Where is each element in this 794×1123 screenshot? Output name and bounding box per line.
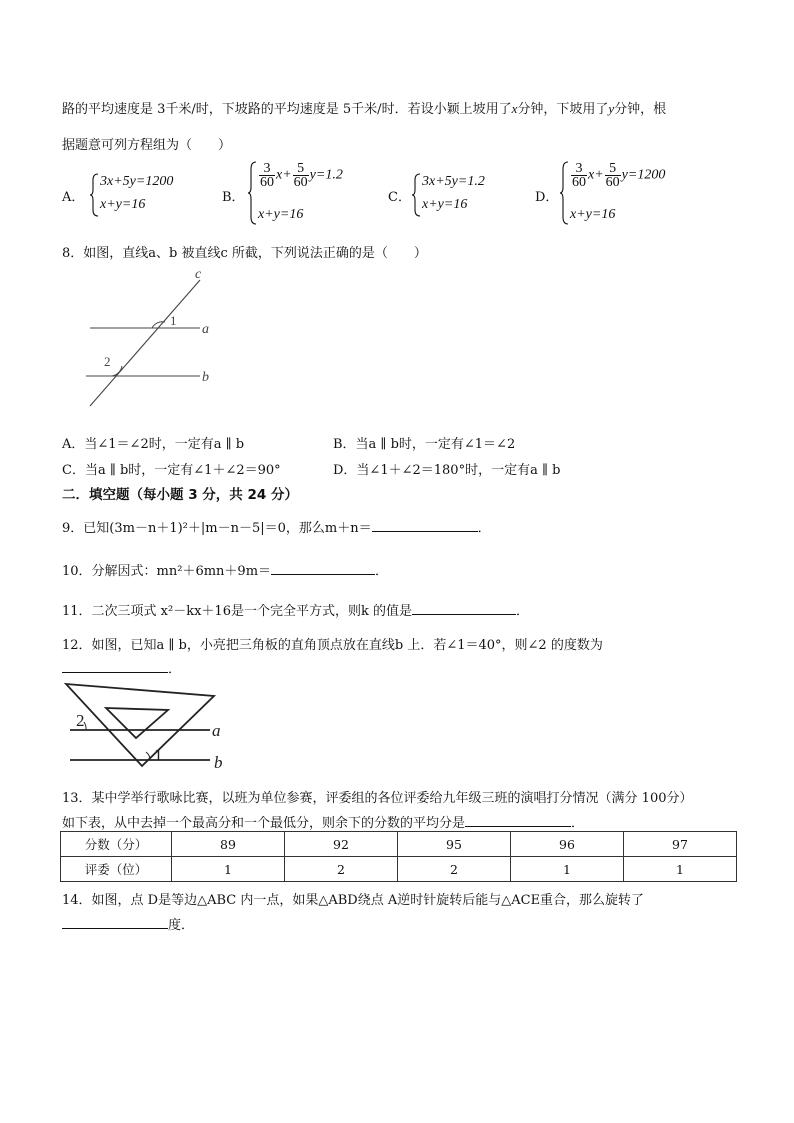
q11: 11．二次三项式 x²－kx＋16是一个完全平方式，则k 的值是 ． <box>62 600 529 619</box>
q7-line2: 据题意可列方程组为（ ） <box>62 138 232 153</box>
equation: $\frac{3}{60}$ x+ $\frac{5}{60}$ y=1.2 <box>260 161 343 190</box>
table-cell: 2 <box>398 857 511 882</box>
q8-option-d: D．当∠1＋∠2＝180°时，一定有a ∥ b <box>333 463 561 478</box>
q7-option-a-label: A． <box>62 190 85 205</box>
q14-line1: 14．如图，点 D是等边△ABC 内一点，如果△ABD绕点 A逆时针旋转后能与△ACE重合，那么旋转了 <box>62 893 645 908</box>
score-table <box>60 831 737 882</box>
answer-blank[interactable] <box>62 658 168 673</box>
table-row <box>61 832 737 857</box>
q8-option-a: A．当∠1＝∠2时，一定有a ∥ b <box>62 437 245 452</box>
table-cell: 89 <box>172 832 285 857</box>
equation: $\frac{3}{60}$ x+ $\frac{5}{60}$ y=1200 <box>572 161 666 190</box>
q12-figure <box>62 680 232 772</box>
q7-option-c-system <box>412 172 532 218</box>
table-cell: 92 <box>285 832 398 857</box>
equation: 3x+5y=1.2 <box>422 174 485 189</box>
q8-option-c: C．当a ∥ b时，一定有∠1＋∠2＝90° <box>62 463 281 478</box>
line-a-label: a <box>212 721 221 740</box>
brace-icon <box>560 160 570 226</box>
table-cell: 96 <box>511 832 624 857</box>
fraction: $\frac{5}{60}$ <box>605 161 620 190</box>
fraction: $\frac{3}{60}$ <box>572 161 586 190</box>
answer-blank[interactable] <box>412 600 516 615</box>
q12-stem: 12．如图，已知a ∥ b，小亮把三角板的直角顶点放在直线b 上．若∠1＝40°，则∠2 的度数为 <box>62 638 603 653</box>
q8-option-b: B．当a ∥ b时，一定有∠1＝∠2 <box>333 437 516 452</box>
equation: x+y=16 <box>422 197 468 212</box>
angle-2-label: 2 <box>104 354 111 369</box>
q7-option-c-label: C． <box>388 190 411 205</box>
section-title: 二．填空题（每小题 3 分，共 24 分） <box>62 487 298 503</box>
line-a-label: a <box>202 322 209 337</box>
q8-stem: 8．如图，直线a、b 被直线c 所截，下列说法正确的是（ ） <box>62 246 427 261</box>
q12-answer: ． <box>62 658 181 677</box>
table-cell: 97 <box>624 832 737 857</box>
q7-line1: 路的平均速度是 3千米/时，下坡路的平均速度是 5千米/时．若设小颖上坡用了x分钟，下坡用了y分钟，根 <box>62 101 667 117</box>
q7-option-b-label: B． <box>222 190 245 205</box>
q7-option-a-system <box>90 172 210 218</box>
table-cell: 1 <box>172 857 285 882</box>
q7-option-d-system <box>560 160 700 230</box>
equation: x+y=16 <box>570 207 616 222</box>
line-b-label: b <box>214 753 223 772</box>
table-cell: 95 <box>398 832 511 857</box>
angle-1-label: 1 <box>170 313 177 328</box>
q9: 9．已知(3m－n＋1)²＋|m－n－5|＝0，那么m＋n＝ ． <box>62 517 491 536</box>
brace-icon <box>412 172 422 218</box>
table-cell: 1 <box>624 857 737 882</box>
table-cell: 分数（分） <box>61 832 172 857</box>
equation: x+y=16 <box>100 197 146 212</box>
line-b-label: b <box>202 370 209 385</box>
q7-option-b-system <box>248 160 378 230</box>
q14-line2: 度． <box>62 914 194 933</box>
answer-blank[interactable] <box>372 517 478 532</box>
table-cell: 1 <box>511 857 624 882</box>
brace-icon <box>248 160 258 226</box>
q13-line2: 如下表，从中去掉一个最高分和一个最低分，则余下的分数的平均分是 ． <box>62 812 584 831</box>
angle-2-label: 2 <box>76 711 85 730</box>
table-cell: 评委（位） <box>61 857 172 882</box>
q10: 10．分解因式：mn²＋6mn＋9m＝ ． <box>62 560 388 579</box>
table-row <box>61 857 737 882</box>
equation: x+y=16 <box>258 207 304 222</box>
fraction: $\frac{5}{60}$ <box>293 161 308 190</box>
answer-blank[interactable] <box>271 560 375 575</box>
angle-1-label: 1 <box>154 745 163 764</box>
fraction: $\frac{3}{60}$ <box>260 161 274 190</box>
equation: 3x+5y=1200 <box>100 174 174 189</box>
answer-blank[interactable] <box>465 812 571 827</box>
q13-line1: 13．某中学举行歌咏比赛，以班为单位参赛，评委组的各位评委给九年级三班的演唱打分情况（满分 100分） <box>62 791 693 806</box>
q7-option-d-label: D． <box>535 190 559 205</box>
brace-icon <box>90 172 100 218</box>
q8-figure <box>80 262 230 412</box>
table-cell: 2 <box>285 857 398 882</box>
answer-blank[interactable] <box>62 914 168 929</box>
line-c-label: c <box>195 267 202 282</box>
